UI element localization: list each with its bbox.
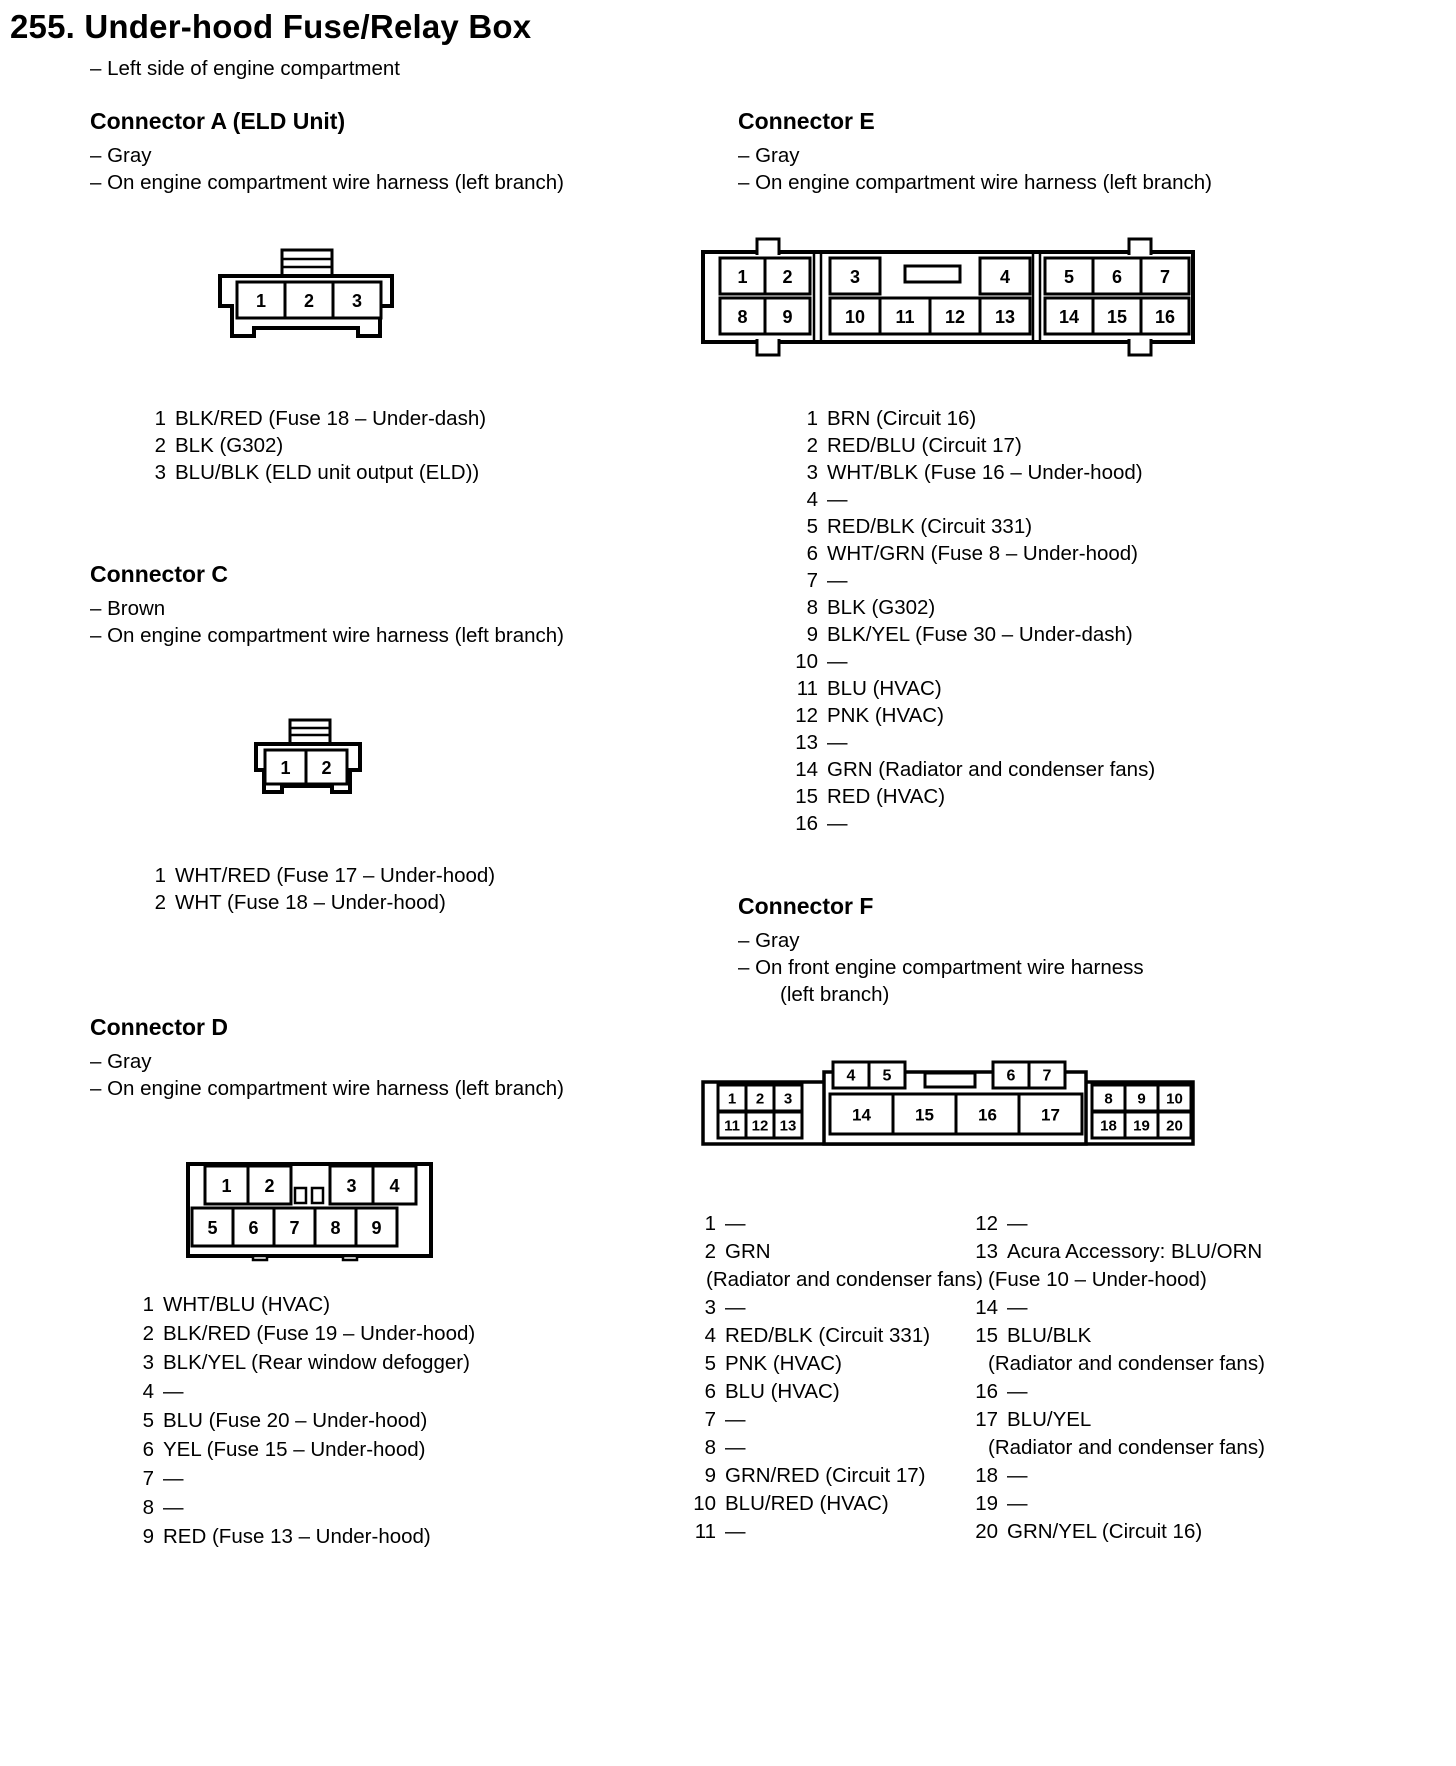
pin-cavity-number: 5 <box>1063 267 1075 287</box>
connector-diagram-svg <box>185 1158 435 1262</box>
connector-f-diagram <box>700 1060 1196 1150</box>
pin-description: BLU/RED (HVAC) <box>725 1492 889 1515</box>
pin-row <box>140 889 495 916</box>
pin-row <box>792 621 1155 648</box>
pin-row <box>792 540 1155 567</box>
pin-number: 7 <box>142 1467 154 1490</box>
pin-cavity-number: 7 <box>1042 1067 1052 1085</box>
pin-row <box>792 783 1155 810</box>
connector-f-pin-list-left <box>690 1210 983 1546</box>
pin-number: 13 <box>795 731 818 754</box>
pin-row <box>690 1518 983 1546</box>
connector-f-pin-list-right <box>972 1210 1265 1546</box>
pin-number: 4 <box>806 488 818 511</box>
connector-c-heading: Connector C <box>90 561 228 587</box>
pin-cavity-number: 4 <box>389 1176 400 1196</box>
pin-description-line2: (Radiator and condenser fans) <box>988 1436 1265 1459</box>
pin-row <box>690 1238 983 1294</box>
connector-housing-shape <box>290 720 330 744</box>
pin-cavity-number: 20 <box>1166 1117 1183 1135</box>
pin-row <box>972 1294 1265 1322</box>
pin-number: 12 <box>795 704 818 727</box>
pin-number: 14 <box>795 758 818 781</box>
pin-row <box>792 756 1155 783</box>
pin-row <box>972 1210 1265 1238</box>
connector-housing-shape <box>757 339 779 355</box>
pin-description: WHT/RED (Fuse 17 – Under-hood) <box>175 864 496 887</box>
pin-row <box>690 1434 983 1462</box>
connector-f-notes <box>738 927 1144 1008</box>
pin-number: 2 <box>704 1240 716 1263</box>
pin-description: — <box>163 1496 184 1519</box>
pin-row <box>972 1462 1265 1490</box>
pin-description: — <box>163 1467 184 1490</box>
pin-number: 5 <box>704 1352 716 1375</box>
connector-c-diagram <box>252 718 364 796</box>
connector-diagram-svg <box>215 248 399 344</box>
pin-cavity-number: 6 <box>1111 267 1123 287</box>
pin-number: 3 <box>142 1351 154 1374</box>
pin-number: 5 <box>806 515 818 538</box>
pin-cavity-number: 6 <box>1006 1067 1016 1085</box>
pin-number: 3 <box>806 461 818 484</box>
pin-description: BLK/RED (Fuse 19 – Under-hood) <box>163 1322 476 1345</box>
pin-description: WHT/GRN (Fuse 8 – Under-hood) <box>827 542 1139 565</box>
pin-row <box>792 513 1155 540</box>
pin-row <box>792 729 1155 756</box>
pin-cavity-number: 15 <box>915 1105 934 1125</box>
connector-d-notes <box>90 1048 564 1102</box>
pin-row <box>690 1322 983 1350</box>
pin-cavity-number: 3 <box>783 1090 793 1108</box>
pin-cavity-number: 7 <box>289 1218 300 1238</box>
pin-row <box>792 459 1155 486</box>
pin-row <box>972 1238 1265 1294</box>
pin-row <box>972 1490 1265 1518</box>
connector-d-pin-list <box>128 1290 475 1551</box>
pin-row <box>972 1406 1265 1462</box>
pin-row <box>128 1464 475 1493</box>
pin-row <box>792 594 1155 621</box>
connector-e-notes <box>738 142 1212 196</box>
connector-housing-shape <box>757 239 779 255</box>
pin-description: BRN (Circuit 16) <box>827 407 977 430</box>
pin-number: 15 <box>975 1324 998 1347</box>
pin-description: RED/BLK (Circuit 331) <box>725 1324 931 1347</box>
connector-diagram-svg <box>252 718 364 796</box>
pin-row <box>972 1322 1265 1378</box>
pin-number: 1 <box>142 1293 154 1316</box>
pin-cavity-number: 1 <box>280 758 291 778</box>
pin-cavity-number: 2 <box>755 1090 765 1108</box>
pin-description: GRN/YEL (Circuit 16) <box>1007 1520 1203 1543</box>
pin-cavity-number: 2 <box>303 291 315 311</box>
connector-housing-shape <box>1129 239 1151 255</box>
connector-note: – On engine compartment wire harness (left branch) <box>90 171 565 194</box>
pin-number: 2 <box>154 434 166 457</box>
pin-description: WHT (Fuse 18 – Under-hood) <box>175 891 446 914</box>
pin-number: 3 <box>704 1296 716 1319</box>
connector-note: – On engine compartment wire harness (left branch) <box>90 624 565 647</box>
connector-e-pin-list <box>792 405 1155 837</box>
connector-housing-shape <box>905 266 960 282</box>
connector-f-heading: Connector F <box>738 893 874 919</box>
pin-number: 8 <box>142 1496 154 1519</box>
pin-number: 12 <box>975 1212 998 1235</box>
pin-number: 19 <box>975 1492 998 1515</box>
pin-number: 9 <box>806 623 818 646</box>
pin-cavity-number: 2 <box>321 758 332 778</box>
pin-row <box>792 432 1155 459</box>
pin-row <box>792 486 1155 513</box>
pin-cavity-number: 17 <box>1041 1105 1060 1125</box>
pin-cavity-number: 3 <box>346 1176 357 1196</box>
pin-cavity-number: 12 <box>944 307 966 327</box>
pin-number: 10 <box>795 650 818 673</box>
connector-housing-shape <box>253 1256 267 1260</box>
pin-cavity-number: 1 <box>255 291 267 311</box>
connector-note: – Gray <box>738 929 800 952</box>
connector-e-diagram <box>700 236 1196 358</box>
connector-e-heading: Connector E <box>738 108 875 134</box>
connector-a-pin-list <box>140 405 486 486</box>
pin-cavity-number: 8 <box>737 307 748 327</box>
pin-number: 1 <box>704 1212 716 1235</box>
pin-description: BLK/YEL (Rear window defogger) <box>163 1351 470 1374</box>
pin-cavity-number: 1 <box>737 267 748 287</box>
pin-description: BLU/YEL <box>1007 1408 1092 1431</box>
pin-row <box>128 1406 475 1435</box>
pin-number: 6 <box>142 1438 154 1461</box>
connector-note: (left branch) <box>780 983 890 1006</box>
pin-number: 3 <box>154 461 166 484</box>
pin-number: 6 <box>704 1380 716 1403</box>
pin-description: — <box>725 1296 746 1319</box>
pin-cavity-number: 11 <box>895 307 915 327</box>
pin-cavity-number: 2 <box>264 1176 275 1196</box>
pin-cavity-number: 5 <box>882 1067 892 1085</box>
pin-cavity-number: 10 <box>844 307 866 327</box>
pin-description: — <box>163 1380 184 1403</box>
connector-diagram-svg <box>700 1060 1196 1150</box>
pin-cavity-number: 15 <box>1106 307 1128 327</box>
pin-row <box>128 1290 475 1319</box>
pin-row <box>140 459 486 486</box>
pin-cavity-number: 9 <box>782 307 793 327</box>
pin-description: — <box>827 731 848 754</box>
connector-note: – On engine compartment wire harness (left branch) <box>90 1077 565 1100</box>
pin-cavity-number: 9 <box>1137 1090 1146 1108</box>
connector-c-notes <box>90 595 564 649</box>
pin-number: 14 <box>975 1296 998 1319</box>
pin-row <box>690 1294 983 1322</box>
pin-description: BLU (Fuse 20 – Under-hood) <box>163 1409 428 1432</box>
pin-number: 9 <box>704 1464 716 1487</box>
pin-cavity-number: 13 <box>994 307 1016 327</box>
connector-note: – On engine compartment wire harness (left branch) <box>738 171 1213 194</box>
pin-description: RED/BLK (Circuit 331) <box>827 515 1033 538</box>
pin-number: 17 <box>975 1408 998 1431</box>
connector-housing-shape <box>312 1188 323 1203</box>
pin-row <box>972 1518 1265 1546</box>
pin-cavity-number: 12 <box>751 1117 769 1135</box>
pin-cavity-number: 19 <box>1133 1117 1150 1135</box>
connector-d-diagram <box>185 1158 435 1262</box>
pin-number: 7 <box>704 1408 716 1431</box>
pin-number: 11 <box>694 1520 716 1543</box>
connector-a-notes <box>90 142 564 196</box>
pin-cavity-number: 8 <box>330 1218 341 1238</box>
pin-row <box>128 1319 475 1348</box>
pin-description: BLU/BLK (ELD unit output (ELD)) <box>175 461 480 484</box>
connector-housing-shape <box>343 1256 357 1260</box>
pin-description: PNK (HVAC) <box>827 704 944 727</box>
connector-note: – Gray <box>738 144 800 167</box>
pin-description-line2: (Fuse 10 – Under-hood) <box>988 1268 1207 1291</box>
pin-number: 13 <box>975 1240 998 1263</box>
pin-row <box>792 810 1155 837</box>
pin-row <box>972 1378 1265 1406</box>
pin-number: 15 <box>795 785 818 808</box>
pin-cavity-number: 6 <box>248 1218 259 1238</box>
connector-d-heading: Connector D <box>90 1014 228 1040</box>
pin-cavity-number: 4 <box>999 267 1011 287</box>
pin-row <box>792 675 1155 702</box>
pin-description: — <box>725 1408 746 1431</box>
page-title: 255. Under-hood Fuse/Relay Box <box>10 8 532 45</box>
pin-number: 11 <box>796 677 818 700</box>
pin-cavity-number: 5 <box>207 1218 218 1238</box>
pin-description: BLU (HVAC) <box>827 677 942 700</box>
pin-description: BLK/YEL (Fuse 30 – Under-dash) <box>827 623 1133 646</box>
pin-description-line2: (Radiator and condenser fans) <box>706 1268 983 1291</box>
pin-cavity-number: 14 <box>1058 307 1080 327</box>
pin-row <box>128 1377 475 1406</box>
connector-a-diagram <box>215 248 399 344</box>
pin-row <box>128 1493 475 1522</box>
pin-row <box>792 567 1155 594</box>
pin-cavity-number: 11 <box>724 1117 740 1135</box>
pin-description: Acura Accessory: BLU/ORN <box>1007 1240 1263 1263</box>
connector-housing-shape <box>1129 339 1151 355</box>
pin-number: 7 <box>806 569 818 592</box>
pin-description-line2: (Radiator and condenser fans) <box>988 1352 1265 1375</box>
pin-description: WHT/BLK (Fuse 16 – Under-hood) <box>827 461 1143 484</box>
pin-description: WHT/BLU (HVAC) <box>163 1293 331 1316</box>
pin-cavity-number: 9 <box>371 1218 382 1238</box>
pin-row <box>690 1350 983 1378</box>
pin-row <box>128 1348 475 1377</box>
pin-description: RED/BLU (Circuit 17) <box>827 434 1022 457</box>
pin-row <box>690 1406 983 1434</box>
pin-number: 16 <box>975 1380 998 1403</box>
pin-description: PNK (HVAC) <box>725 1352 842 1375</box>
pin-number: 1 <box>806 407 818 430</box>
pin-description: — <box>1007 1212 1028 1235</box>
pin-number: 20 <box>975 1520 998 1543</box>
connector-note: – Gray <box>90 1050 152 1073</box>
pin-number: 4 <box>142 1380 154 1403</box>
pin-number: 9 <box>142 1525 154 1548</box>
pin-description: — <box>827 488 848 511</box>
pin-cavity-number: 13 <box>779 1117 797 1135</box>
pin-cavity-number: 1 <box>727 1090 737 1108</box>
pin-description: — <box>1007 1464 1028 1487</box>
pin-cavity-number: 3 <box>849 267 861 287</box>
pin-cavity-number: 14 <box>852 1105 871 1125</box>
pin-number: 8 <box>806 596 818 619</box>
connector-note: – On front engine compartment wire harness <box>738 956 1144 979</box>
pin-number: 8 <box>704 1436 716 1459</box>
pin-row <box>140 405 486 432</box>
pin-cavity-number: 16 <box>978 1105 997 1125</box>
pin-description: BLK (G302) <box>175 434 284 457</box>
pin-number: 16 <box>795 812 818 835</box>
pin-description: YEL (Fuse 15 – Under-hood) <box>163 1438 426 1461</box>
pin-cavity-number: 7 <box>1159 267 1171 287</box>
pin-cavity-number: 3 <box>351 291 363 311</box>
pin-description: — <box>1007 1380 1028 1403</box>
pin-description: RED (Fuse 13 – Under-hood) <box>163 1525 431 1548</box>
pin-number: 2 <box>806 434 818 457</box>
pin-description: — <box>1007 1296 1028 1319</box>
pin-description: — <box>725 1212 746 1235</box>
pin-row <box>140 862 495 889</box>
pin-number: 6 <box>806 542 818 565</box>
pin-description: — <box>827 812 848 835</box>
pin-row <box>128 1435 475 1464</box>
pin-number: 2 <box>142 1322 154 1345</box>
pin-row <box>690 1490 983 1518</box>
pin-description: — <box>725 1520 746 1543</box>
pin-description: — <box>725 1436 746 1459</box>
connector-a-heading: Connector A (ELD Unit) <box>90 108 346 134</box>
connector-note: – Gray <box>90 144 152 167</box>
pin-description: — <box>1007 1492 1028 1515</box>
pin-cavity-number: 10 <box>1166 1090 1183 1108</box>
pin-row <box>128 1522 475 1551</box>
pin-description: GRN (Radiator and condenser fans) <box>827 758 1156 781</box>
pin-description: BLK/RED (Fuse 18 – Under-dash) <box>175 407 487 430</box>
pin-row <box>690 1210 983 1238</box>
pin-number: 18 <box>975 1464 998 1487</box>
pin-description: — <box>827 650 848 673</box>
pin-row <box>792 648 1155 675</box>
pin-number: 1 <box>154 407 166 430</box>
pin-row <box>792 405 1155 432</box>
pin-cavity-number: 18 <box>1100 1117 1117 1135</box>
pin-number: 10 <box>693 1492 716 1515</box>
pin-cavity-number: 16 <box>1154 307 1176 327</box>
pin-cavity-number: 2 <box>782 267 793 287</box>
pin-number: 5 <box>142 1409 154 1432</box>
pin-number: 1 <box>154 864 166 887</box>
connector-c-pin-list <box>140 862 495 916</box>
pin-cavity-number: 1 <box>221 1176 232 1196</box>
pin-description: BLU (HVAC) <box>725 1380 840 1403</box>
pin-description: BLK (G302) <box>827 596 936 619</box>
pin-row <box>792 702 1155 729</box>
connector-housing-shape <box>295 1188 306 1203</box>
connector-note: – Brown <box>90 597 166 620</box>
pin-number: 2 <box>154 891 166 914</box>
pin-description: — <box>827 569 848 592</box>
pin-description: GRN/RED (Circuit 17) <box>725 1464 926 1487</box>
pin-description: BLU/BLK <box>1007 1324 1092 1347</box>
pin-cavity-number: 4 <box>846 1067 856 1085</box>
pin-cavity-number: 8 <box>1104 1090 1113 1108</box>
pin-row <box>690 1462 983 1490</box>
connector-housing-shape <box>282 250 332 276</box>
connector-housing-shape <box>925 1073 975 1087</box>
pin-description: RED (HVAC) <box>827 785 946 808</box>
connector-diagram-svg <box>700 236 1196 358</box>
pin-number: 4 <box>704 1324 716 1347</box>
pin-row <box>690 1378 983 1406</box>
pin-description: GRN <box>725 1240 771 1263</box>
pin-row <box>140 432 486 459</box>
page-subtitle: – Left side of engine compartment <box>90 57 400 80</box>
